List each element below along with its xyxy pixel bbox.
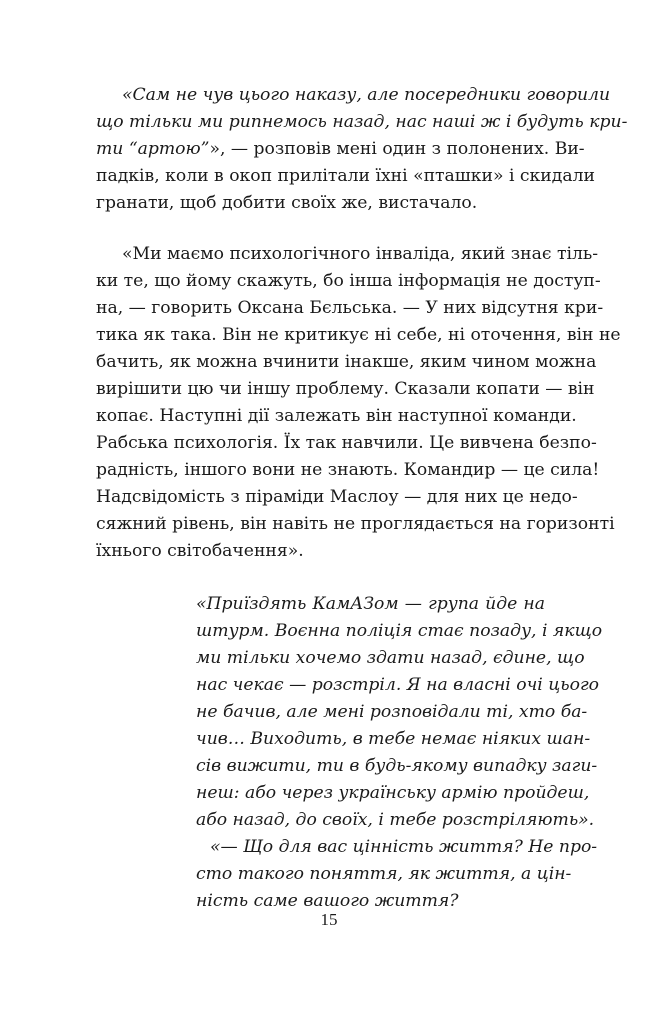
paragraph2-line-10: Надсвідомість з піраміди Маслоу — для них це недо- [96, 487, 578, 507]
page-number: 15 [320, 910, 338, 929]
paragraph2-line-7: копає. Наступні дії залежать він наступної команди. [96, 406, 577, 426]
paragraph1-line-1 [122, 85, 611, 105]
paragraph1-line-3 [96, 139, 585, 159]
quote-line-9: або назад, до своїх, і тебе розстріляють». [196, 810, 595, 830]
quote-line-1: «Приїздять КамАЗом — група йде на [196, 594, 545, 614]
paragraph2-line-3: на, — говорить Оксана Бєльська. — У них відсутня кри- [96, 298, 604, 318]
quote-line-6: чив… Виходить, в тебе немає ніяких шан- [196, 729, 591, 749]
quote-line-7: сів вижити, ти в будь-якому випадку заги- [196, 756, 598, 776]
quote-line-2: штурм. Воєнна поліція стає позаду, і якщо [196, 621, 603, 641]
paragraph1-line-1-italic: «Сам не чув цього наказу, але посередники говорили [122, 85, 611, 105]
quote-line-5: не бачив, але мені розповідали ті, хто ба- [196, 702, 588, 722]
paragraph2-line-12: їхнього світобачення». [96, 541, 304, 561]
paragraph2-line-8: Рабська психологія. Їх так навчили. Це вивчена безпо- [96, 433, 597, 453]
paragraph1-line-5-normal: гранати, щоб добити своїх же, вистачало. [96, 193, 478, 213]
paragraph1-line-5 [96, 195, 566, 212]
paragraph2-line-4: тика як така. Він не критикує ні себе, ні оточення, він не [96, 325, 621, 345]
paragraph1-line-2 [96, 112, 628, 132]
paragraph2-line-6: вирішити цю чи іншу проблему. Сказали копати — він [96, 379, 595, 399]
paragraph1-line-3-italic: ти “артою” [96, 139, 210, 159]
paragraph2-line-5: бачить, як можна вчинити інакше, яким чином можна [96, 352, 597, 372]
paragraph2-line-11: сяжний рівень, він навіть не проглядається на горизонті [96, 514, 615, 534]
paragraph2-line-9: радність, іншого вони не знають. Командир — це сила! [96, 460, 600, 480]
quote-line-11: сто такого поняття, як життя, а цін- [196, 864, 572, 884]
paragraph2-line-2: ки те, що йому скажуть, бо інша інформація не доступ- [96, 271, 601, 291]
paragraph2-line-1: «Ми маємо психологічного інваліда, який знає тіль- [122, 244, 599, 264]
quote-line-3: ми тільки хочемо здати назад, єдине, що [196, 648, 585, 668]
quote-line-10: «— Що для вас цінність життя? Не про- [210, 837, 598, 857]
paragraph1-line-2-italic: що тільки ми рипнемось назад, нас наші ж і будуть кри- [96, 112, 628, 132]
quote-line-4: нас чекає — розстріл. Я на власні очі цього [196, 675, 599, 695]
quote-line-12: ність саме вашого життя? [196, 891, 459, 911]
paragraph1-line-3-normal: », — розповів мені один з полонених. Ви- [209, 139, 585, 159]
quote-line-8: неш: або через українську армію пройдеш, [196, 783, 590, 803]
paragraph1-line-4 [96, 166, 595, 186]
paragraph1-line-4-normal: падків, коли в окоп прилітали їхні «пташки» і скидали [96, 166, 595, 186]
